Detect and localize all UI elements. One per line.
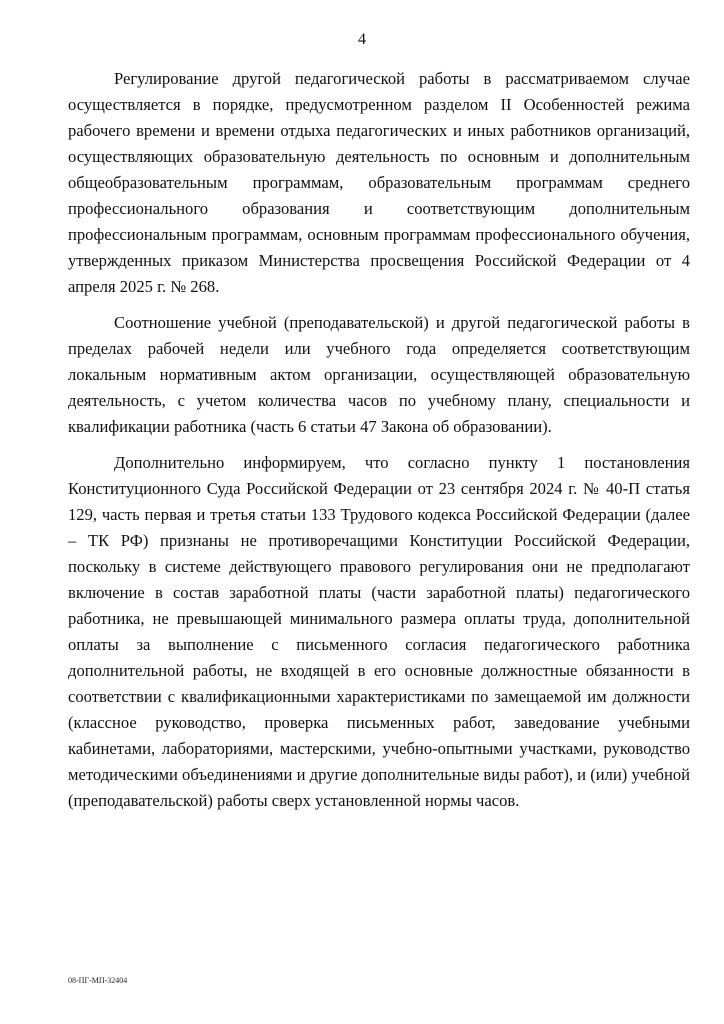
document-body (68, 66, 690, 824)
document-footer-code: 08-ПГ-МП-32404 (68, 976, 128, 985)
page-number: 4 (358, 31, 366, 48)
paragraph-other-pedagogical-work: Регулирование другой педагогической работы в рассматриваемом случае осуществляется в порядке, предусмотренном разделом II Особенностей режима рабочего времени и времени отдыха педагогических и иных работников организаций, осуществляющих образовательную деятельность по основным и дополнительным общеобразовательным программам, образовательным программам среднего профессионального образования и соответствующим дополнительным профессиональным программам, основным программам профессионального обучения, утвержденных приказом Министерства просвещения Российской Федерации от 4 апреля 2025 г. № 268. (68, 69, 690, 296)
paragraph-constitutional-court: Дополнительно информируем, что согласно пункту 1 постановления Конституционного Суда Российской Федерации от 23 сентября 2024 г. № 40-П статья 129, часть первая и третья статьи 133 Трудового кодекса Российской Федерации (далее – ТК РФ) признаны не противоречащими Конституции Российской Федерации, поскольку в системе действующего правового регулирования они не предполагают включение в состав заработной платы (части заработной платы) педагогического работника, не превышающей минимального размера оплаты труда, дополнительной оплаты за выполнение с письменного согласия педагогического работника дополнительной работы, не входящей в его основные должностные обязанности в соответствии с квалификационными характеристиками по замещаемой им должности (классное руководство, проверка письменных работ, заведование учебными кабинетами, лабораториями, мастерскими, учебно-опытными участками, руководство методическими объединениями и другие дополнительные виды работ), и (или) учебной (преподавательской) работы сверх установленной нормы часов. (68, 453, 690, 810)
paragraph-work-ratio: Соотношение учебной (преподавательской) и другой педагогической работы в пределах рабочей недели или учебного года определяется соответствующим локальным нормативным актом организации, осуществляющей образовательную деятельность, с учетом количества часов по учебному плану, специальности и квалификации работника (часть 6 статьи 47 Закона об образовании). (68, 313, 690, 436)
